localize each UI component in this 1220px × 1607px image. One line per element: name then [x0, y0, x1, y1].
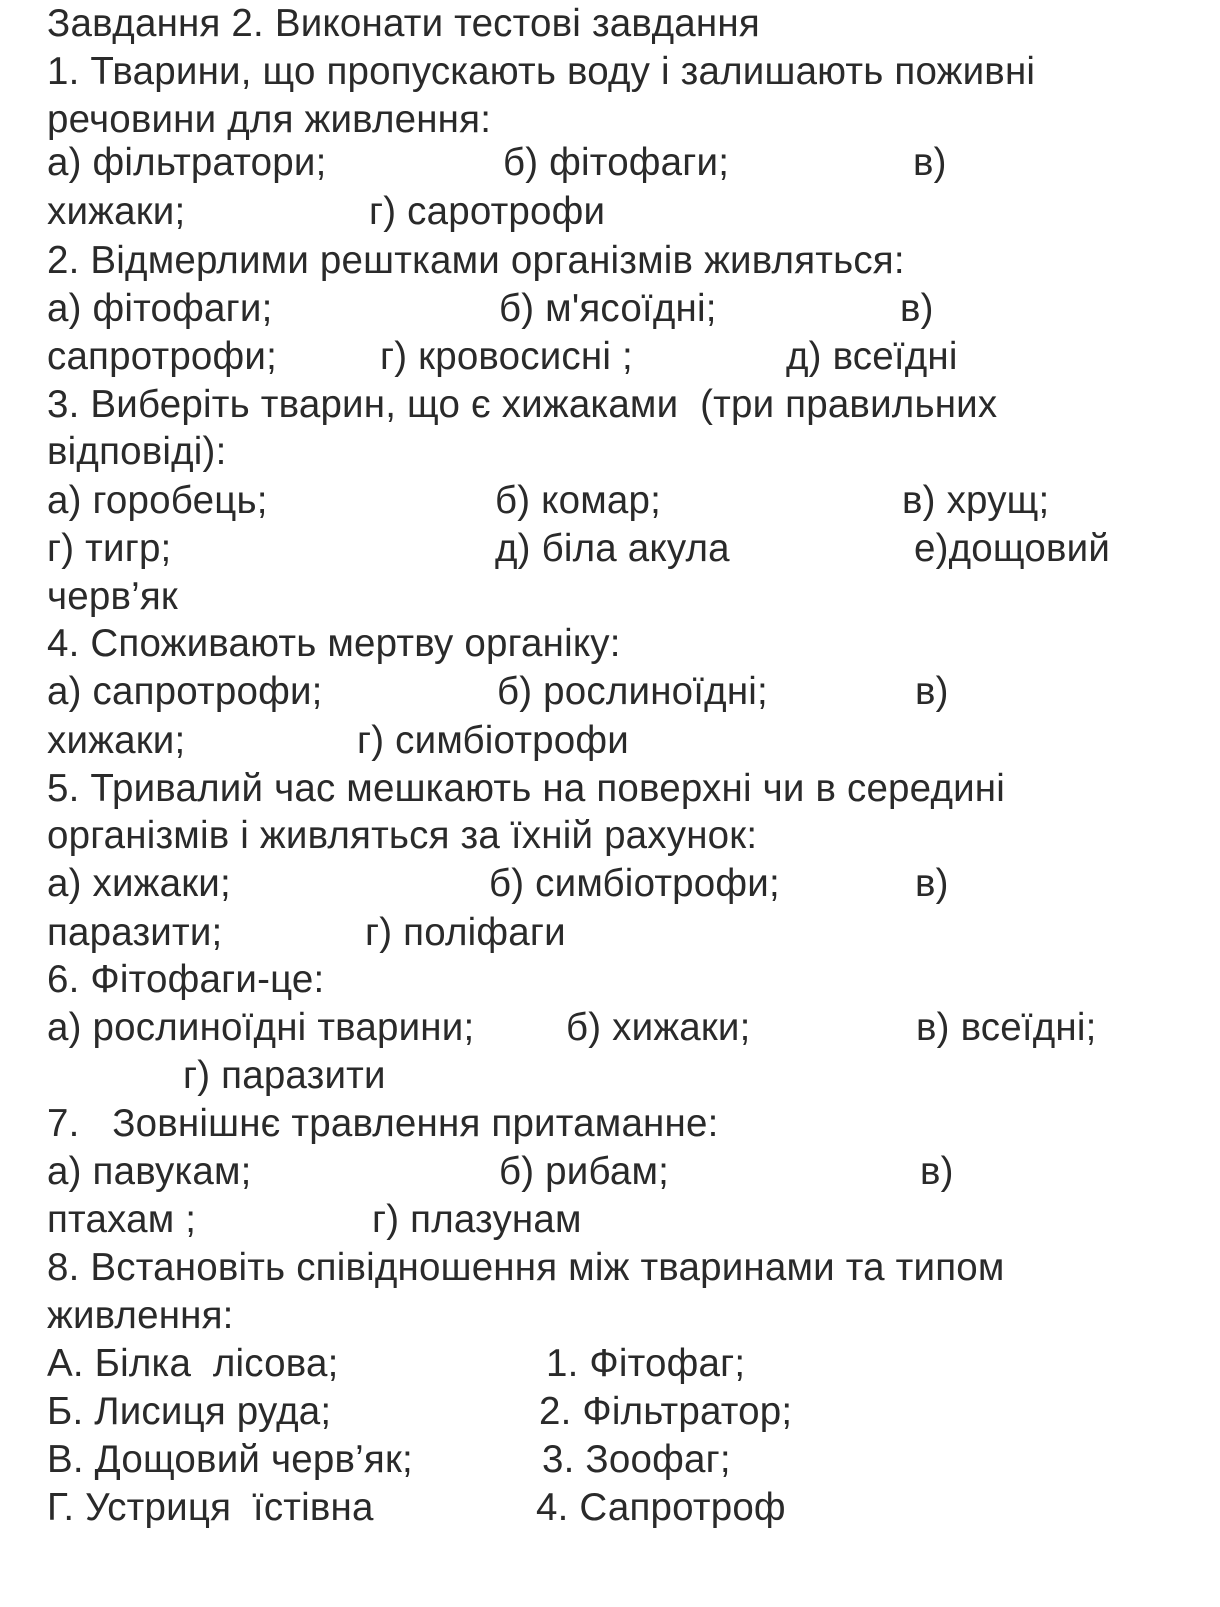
question-3-option-e: д) біла акула	[495, 527, 730, 570]
question-1-option-c-head: в)	[913, 141, 947, 184]
question-6-option-a: а) рослиноїдні тварини;	[47, 1006, 475, 1049]
match-right-item: 2. Фільтратор;	[539, 1390, 793, 1433]
question-6-option-d: г) паразити	[183, 1054, 386, 1097]
question-2-option-a: а) фітофаги;	[47, 287, 273, 330]
question-7-option-b: б) рибам;	[499, 1150, 670, 1193]
question-3-option-b: б) комар;	[495, 479, 662, 522]
question-2-option-c-head: в)	[900, 287, 934, 330]
match-right-item: 1. Фітофаг;	[546, 1342, 746, 1385]
question-4-text-line-1: 4. Споживають мертву органіку:	[47, 622, 621, 665]
match-left-item: В. Дощовий черв’як;	[47, 1438, 413, 1481]
question-7-option-d: г) плазунам	[372, 1198, 582, 1241]
question-8-text-line-2: живлення:	[47, 1294, 234, 1337]
question-7-option-a: а) павукам;	[47, 1150, 252, 1193]
question-7-option-c-tail: птахам ;	[47, 1198, 197, 1241]
question-1-option-b: б) фітофаги;	[503, 141, 730, 184]
question-1-option-c-tail: хижаки;	[47, 190, 186, 233]
match-left-item: Б. Лисиця руда;	[47, 1390, 332, 1433]
question-3-option-f-tail: черв’як	[47, 575, 178, 618]
question-3-option-c: в) хрущ;	[902, 479, 1050, 522]
question-6-text-line-1: 6. Фітофаги-це:	[47, 958, 325, 1001]
question-3-option-f-head: е)дощовий	[914, 527, 1111, 570]
question-3-text-line-2: відповіді):	[47, 430, 227, 473]
question-7-text-line-1: 7. Зовнішнє травлення притаманне:	[47, 1102, 719, 1145]
question-5-text-line-2: організмів і живляться за їхній рахунок:	[47, 814, 758, 857]
question-4-option-a: а) сапротрофи;	[47, 670, 323, 713]
question-1-option-d: г) саротрофи	[369, 190, 606, 233]
question-5-option-d: г) поліфаги	[365, 911, 566, 954]
question-5-option-c-head: в)	[915, 862, 949, 905]
question-5-text-line-1: 5. Тривалий час мешкають на поверхні чи в середині	[47, 767, 1006, 810]
question-2-text-line-1: 2. Відмерлими рештками організмів живляться:	[47, 239, 905, 282]
question-4-option-c-head: в)	[915, 670, 949, 713]
task-title: Завдання 2. Виконати тестові завдання	[47, 2, 760, 45]
question-2-option-e: д) всеїдні	[786, 335, 958, 378]
match-right-item: 3. Зоофаг;	[542, 1438, 731, 1481]
question-3-option-d: г) тигр;	[47, 527, 172, 570]
question-1-text-line-2: речовини для живлення:	[47, 98, 492, 141]
question-6-option-c: в) всеїдні;	[916, 1006, 1097, 1049]
question-2-option-c-tail: сапротрофи;	[47, 335, 278, 378]
question-8-text-line-1: 8. Встановіть співідношення між тваринами та типом	[47, 1246, 1005, 1289]
question-1-option-a: а) фільтратори;	[47, 141, 327, 184]
question-5-option-c-tail: паразити;	[47, 911, 223, 954]
match-right-item: 4. Сапротроф	[536, 1486, 786, 1529]
question-3-text-line-1: 3. Виберіть тварин, що є хижаками (три правильних	[47, 383, 998, 426]
question-2-option-d: г) кровосисні ;	[380, 335, 633, 378]
question-5-option-a: а) хижаки;	[47, 862, 231, 905]
question-2-option-b: б) м'ясоїдні;	[499, 287, 717, 330]
question-3-option-a: а) горобець;	[47, 479, 268, 522]
question-1-text-line-1: 1. Тварини, що пропускають воду і залишають поживні	[47, 50, 1036, 93]
question-5-option-b: б) симбіотрофи;	[489, 862, 780, 905]
question-7-option-c-head: в)	[920, 1150, 954, 1193]
question-4-option-c-tail: хижаки;	[47, 719, 186, 762]
match-left-item: Г. Устриця їстівна	[47, 1486, 374, 1529]
question-6-option-b: б) хижаки;	[566, 1006, 751, 1049]
question-4-option-d: г) симбіотрофи	[357, 719, 629, 762]
question-4-option-b: б) рослиноїдні;	[497, 670, 768, 713]
match-left-item: А. Білка лісова;	[47, 1342, 339, 1385]
